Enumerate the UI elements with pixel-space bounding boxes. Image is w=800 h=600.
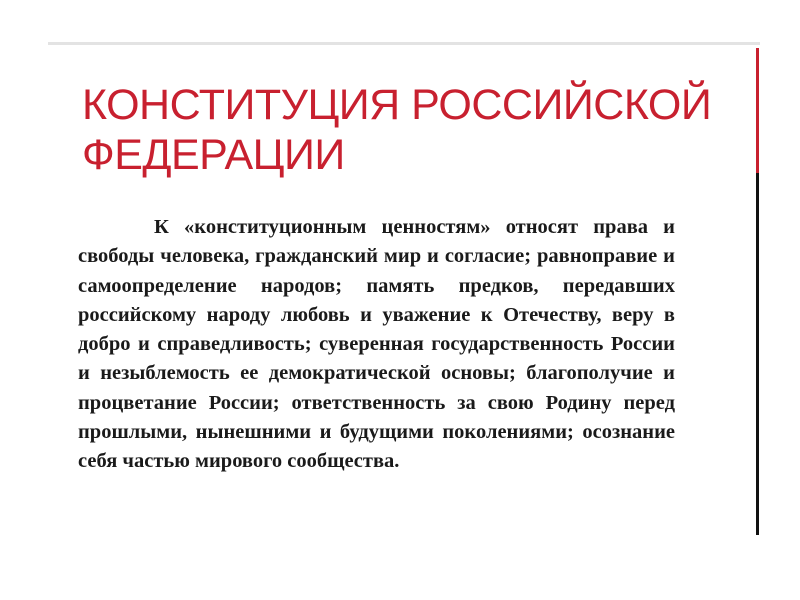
- slide-title: [82, 80, 742, 180]
- slide-title-line-1: КОНСТИТУЦИЯ РОССИЙСКОЙ: [82, 81, 712, 129]
- top-divider: [48, 42, 760, 45]
- body-paragraph: К «конституционным ценностям» относят права и свободы человека, гражданский мир и согласие; равноправие и самоопределение народов; память предков, передавших российскому народу любовь и уважение к Отечеству, веру в добро и справедливость; суверенная государственность России и незыблемость ее демократической основы; благополучие и процветание России; ответственность за свою Родину перед прошлыми, нынешними и будущими поколениями; осознание себя частью мирового сообщества.: [78, 216, 675, 473]
- right-accent-bar-red: [756, 48, 759, 173]
- right-accent-bar-dark: [756, 173, 759, 535]
- slide-title-line-2: ФЕДЕРАЦИИ: [82, 131, 345, 179]
